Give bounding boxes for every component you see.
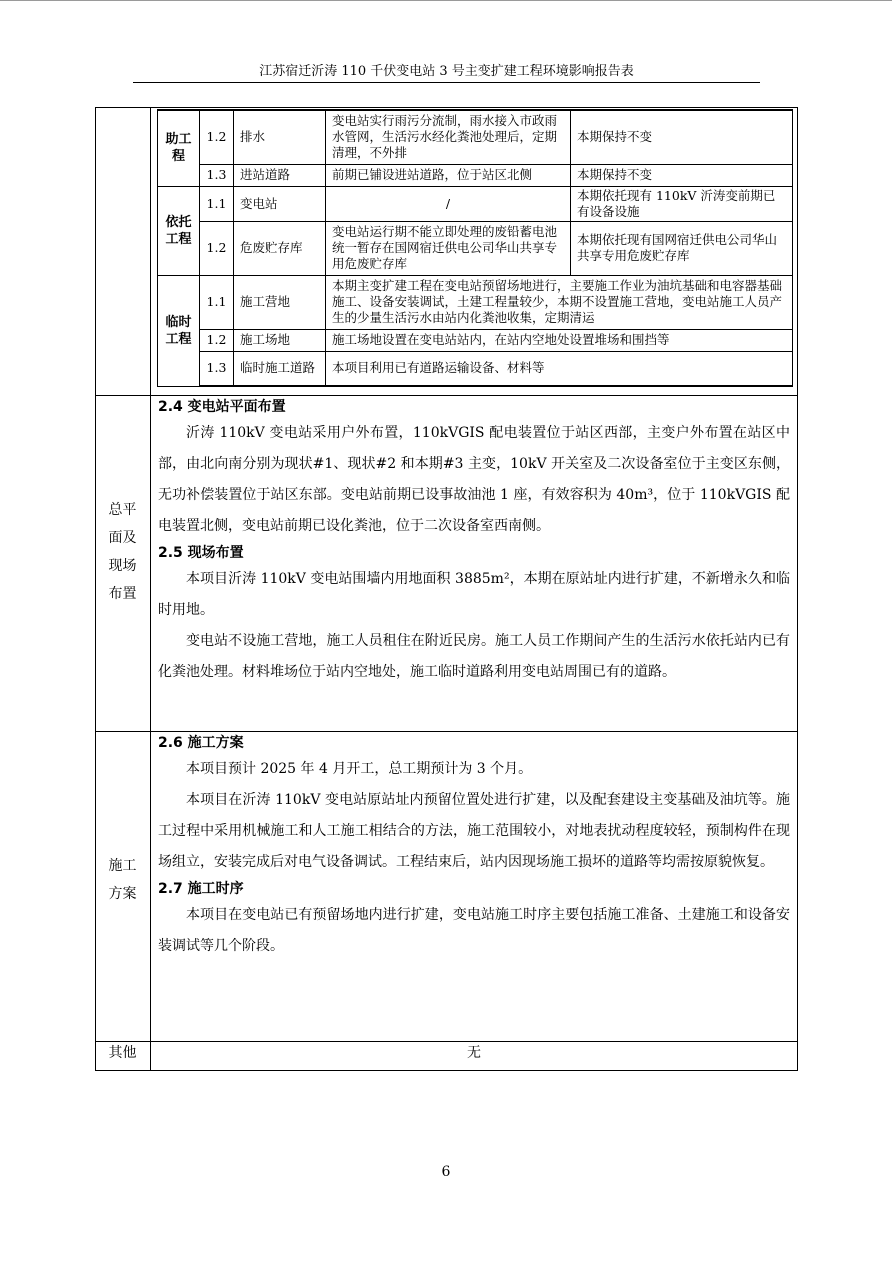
group-label-temporary: 临时工程 bbox=[158, 275, 200, 386]
engineering-composition-table bbox=[157, 109, 793, 387]
construction-section-content bbox=[158, 732, 790, 962]
heading-site-layout: 2.5 现场布置 bbox=[158, 545, 244, 561]
paragraph-site-area: 本项目沂涛 110kV 变电站围墙内用地面积 3885m²，本期在原站址内进行扩建，不新增永久和临时用地。 bbox=[158, 571, 790, 618]
row-name: 危废贮存库 bbox=[234, 221, 326, 275]
heading-substation-layout: 2.4 变电站平面布置 bbox=[158, 399, 286, 415]
page-top-border bbox=[0, 0, 892, 1]
layout-section-content bbox=[158, 396, 790, 688]
row-before: 前期已铺设进站道路，位于站区北侧 bbox=[326, 164, 571, 186]
section-label-layout bbox=[95, 496, 150, 608]
section-label-construction bbox=[95, 852, 150, 908]
table-row bbox=[158, 186, 793, 221]
group-label-auxiliary: 助工程 bbox=[158, 110, 200, 186]
table-row bbox=[158, 275, 793, 329]
row-name: 施工营地 bbox=[234, 275, 326, 329]
row-name: 变电站 bbox=[234, 186, 326, 221]
paragraph-construction-method: 本项目在沂涛 110kV 变电站原站址内预留位置处进行扩建，以及配套建设主变基础及油坑等。施工过程中采用机械施工和人工施工相结合的方法，施工范围较小，对地表扰动程度较轻，预制构件在现场组立，安装完成后对电气设备调试。工程结束后，站内因现场施工损坏的道路等均需按原貌恢复。 bbox=[158, 792, 790, 870]
row-current: 本期保持不变 bbox=[571, 110, 793, 164]
paragraph-schedule: 本项目预计 2025 年 4 月开工，总工期预计为 3 个月。 bbox=[186, 761, 533, 777]
header-rule bbox=[133, 82, 760, 83]
paragraph-substation-layout: 沂涛 110kV 变电站采用户外布置，110kVGIS 配电装置位于站区西部，主变户外布置在站区中部，由北向南分别为现状#1、现状#2 和本期#3 主变，10kV 开关室及二次设备室位于主变区东侧，无功补偿装置位于站区东部。变电站前期已设事故油池 1 座，有效容积为 40m³，位于 110kVGIS 配电装置北侧，变电站前期已设化粪池，位于二次设备室西南侧。 bbox=[158, 425, 790, 534]
row-merged-description: 施工场地设置在变电站站内，在站内空地处设置堆场和围挡等 bbox=[326, 329, 793, 351]
section-label-other: 其他 bbox=[108, 1045, 137, 1061]
paragraph-site-arrangement: 变电站不设施工营地，施工人员租住在附近民房。施工人员工作期间产生的生活污水依托站内已有化粪池处理。材料堆场位于站内空地处，施工临时道路利用变电站周围已有的道路。 bbox=[158, 633, 790, 680]
row-name: 进站道路 bbox=[234, 164, 326, 186]
row-before: / bbox=[326, 186, 571, 221]
row-number: 1.1 bbox=[200, 275, 234, 329]
row-number: 1.2 bbox=[200, 329, 234, 351]
row-before: 变电站运行期不能立即处理的废铅蓄电池统一暂存在国网宿迁供电公司华山共享专用危废贮存库 bbox=[326, 221, 571, 275]
row-number: 1.2 bbox=[200, 110, 234, 164]
table-row bbox=[158, 221, 793, 275]
row-name: 临时施工道路 bbox=[234, 351, 326, 386]
heading-construction-plan: 2.6 施工方案 bbox=[158, 735, 244, 751]
table-row bbox=[158, 329, 793, 351]
section-label-text: 总平面及现场布置 bbox=[108, 502, 137, 602]
page-number: 6 bbox=[441, 1164, 451, 1180]
label-column-divider bbox=[150, 107, 151, 1071]
table-row bbox=[158, 351, 793, 386]
row-merged-description: 本项目利用已有道路运输设备、材料等 bbox=[326, 351, 793, 386]
row-current: 本期依托现有 110kV 沂涛变前期已有设备设施 bbox=[571, 186, 793, 221]
heading-construction-sequence: 2.7 施工时序 bbox=[158, 881, 244, 897]
table-row bbox=[158, 164, 793, 186]
row-number: 1.1 bbox=[200, 186, 234, 221]
row-number: 1.3 bbox=[200, 164, 234, 186]
table-row bbox=[158, 110, 793, 164]
row-name: 施工场地 bbox=[234, 329, 326, 351]
row-current: 本期保持不变 bbox=[571, 164, 793, 186]
row-number: 1.3 bbox=[200, 351, 234, 386]
group-label-dependent: 依托工程 bbox=[158, 186, 200, 275]
row-number: 1.2 bbox=[200, 221, 234, 275]
section-label-text: 施工方案 bbox=[108, 858, 137, 902]
other-value: 无 bbox=[467, 1045, 481, 1061]
row-before: 变电站实行雨污分流制，雨水接入市政雨水管网，生活污水经化粪池处理后，定期清理，不外排 bbox=[326, 110, 571, 164]
document-header-title: 江苏宿迁沂涛 110 千伏变电站 3 号主变扩建工程环境影响报告表 bbox=[259, 64, 634, 79]
paragraph-construction-sequence: 本项目在变电站已有预留场地内进行扩建，变电站施工时序主要包括施工准备、土建施工和设备安装调试等几个阶段。 bbox=[158, 907, 790, 954]
row-merged-description: 本期主变扩建工程在变电站预留场地进行，主要施工作业为油坑基础和电容器基础施工、设备安装调试，土建工程量较少，本期不设置施工营地，变电站施工人员产生的少量生活污水由站内化粪池收集，定期清运 bbox=[326, 275, 793, 329]
row-current: 本期依托现有国网宿迁供电公司华山共享专用危废贮存库 bbox=[571, 221, 793, 275]
row-name: 排水 bbox=[234, 110, 326, 164]
